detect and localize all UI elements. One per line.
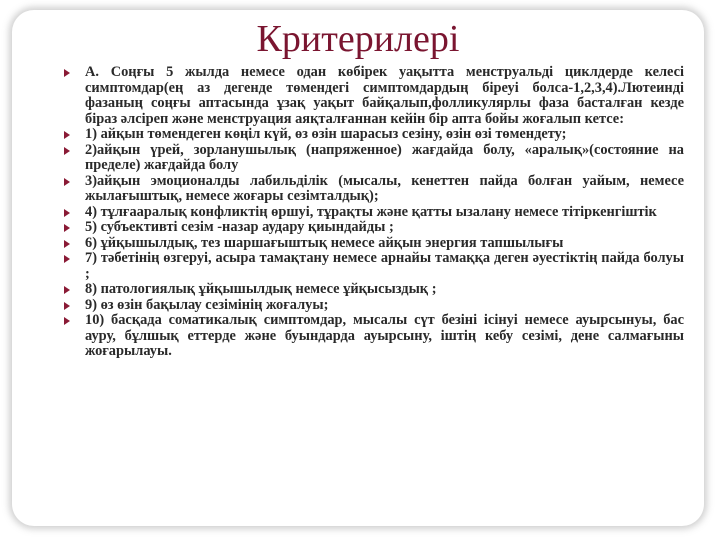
list-item <box>64 127 684 143</box>
list-item-text: 3)айқын эмоционалды лабильділік (мысалы, кенеттен пайда болған уайым, немесе жылағыштық, немесе жоғары сезімталдық); <box>85 172 684 204</box>
slide-frame <box>12 10 704 526</box>
triangle-bullet-icon <box>64 302 70 310</box>
triangle-bullet-icon <box>64 255 70 263</box>
list-item-text: 1) айқын төмендеген көңіл күй, өз өзін шарасыз сезіну, өзін өзі төмендету; <box>85 126 567 142</box>
list-item <box>64 282 684 298</box>
triangle-bullet-icon <box>64 178 70 186</box>
list-item <box>64 251 684 282</box>
triangle-bullet-icon <box>64 317 70 325</box>
list-item-text: А. Соңғы 5 жылда немесе одан көбірек уақытта менструальді циклдерде келесі симптомдар(ең аз дегенде төмендегі симптомдардың біреуі болса-1,2,3,4).Лютеинді фазаның соңғы аптасында ұзақ уақыт байқалып,фолликулярлы фаза басталған кезде біраз әлсіреп және менструация аяқталғаннан кейін бір апта бойы жоғалып кетсе: <box>85 64 684 127</box>
list-item-text: 6) ұйқышылдық, тез шаршағыштық немесе айқын энергия тапшылығы <box>85 234 564 251</box>
list-item <box>64 65 684 127</box>
triangle-bullet-icon <box>64 286 70 294</box>
triangle-bullet-icon <box>64 224 70 232</box>
triangle-bullet-icon <box>64 240 70 248</box>
list-item-text: 7) тәбетінің өзгеруі, асыра тамақтану немесе арнайы тамаққа деген әуестіктің пайда болуы ; <box>85 250 684 282</box>
triangle-bullet-icon <box>64 131 70 139</box>
triangle-bullet-icon <box>64 209 70 217</box>
list-item-text: 5) субъективті сезім -назар аудару қиындайды ; <box>85 219 394 235</box>
triangle-bullet-icon <box>64 147 70 155</box>
list-item <box>64 205 684 221</box>
slide-title: Критерилері <box>256 18 460 60</box>
triangle-bullet-icon <box>64 69 70 77</box>
criteria-list <box>64 65 684 360</box>
list-item <box>64 298 684 314</box>
list-item <box>64 313 684 360</box>
list-item <box>64 220 684 236</box>
list-item <box>64 236 684 252</box>
list-item-text: 4) тұлғааралық конфликтің өршуі, тұрақты және қатты ызалану немесе тітіркенгіштік <box>85 203 657 220</box>
list-item <box>64 143 684 174</box>
list-item <box>64 174 684 205</box>
list-item-text: 2)айқын үрей, зорланушылық (напряженное) жағдайда болу, «аралық»(состояние на пределе) жағдайда болу <box>85 141 684 173</box>
list-item-text: 9) өз өзін бақылау сезімінің жоғалуы; <box>85 296 329 313</box>
list-item-text: 8) патологиялық ұйқышылдық немесе ұйқысыздық ; <box>85 281 437 297</box>
list-item-text: 10) басқада соматикалық симптомдар, мысалы сүт безіні ісінуі немесе ауырсынуы, бас ауру, бұлшық еттерде және буындарда ауырсыну, іштің кебу сезімі, дене салмағыны жоғарылауы. <box>85 312 684 359</box>
